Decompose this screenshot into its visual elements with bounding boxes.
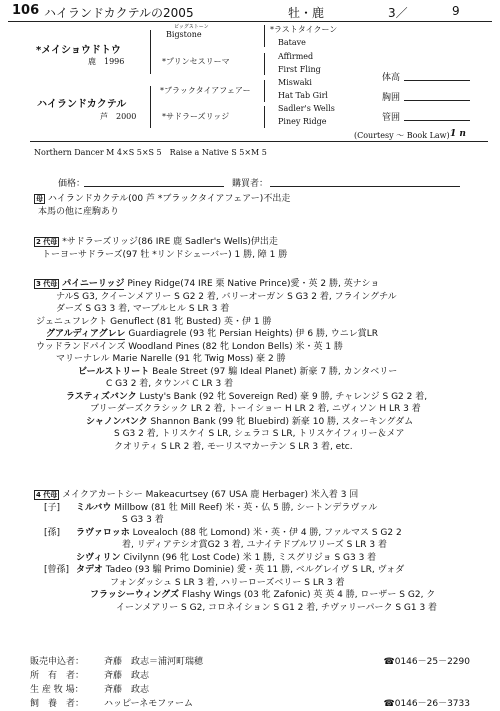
girth-field[interactable] [404, 100, 470, 101]
cannon-field[interactable] [404, 120, 470, 121]
sub4-rest: Shannon Bank (99 牝 Bluebird) 新豪 10 勝, スターキングダム [150, 416, 414, 427]
inbreeding-line: Northern Dancer M 4×S 5×S 5 Raise a Native S 5×M 5 [34, 148, 267, 157]
third-dam-line4: ジェニュフレクト Genuflect (81 牝 Busted) 英・伊 1 勝 [36, 316, 272, 327]
sire-name: *メイショウドトウ [36, 45, 121, 56]
sire-sire-name: Bigstone [166, 30, 202, 39]
sub4-name: シャノンバンク [86, 416, 148, 427]
second-dam-line2: トーヨーサドラーズ(97 牡 *リンドシェーバー) 1 勝, 障 1 勝 [42, 249, 288, 260]
third-dam-badge: 3 代母 [36, 280, 58, 288]
dam-info: 芦 2000 [100, 112, 137, 121]
gen3-1: *ラストタイクーン [270, 25, 338, 34]
sub3-rest: Lusty's Bank (92 牝 Sovereign Red) 豪 9 勝, チャレンジ S G2 2 着, [139, 391, 428, 402]
fourth-dam-line1: メイクアカートシー Makeacurtsey (67 USA 鹿 Herbager) 米入着 3 回 [62, 490, 359, 500]
row5-name: フラッシーウィングズ [90, 590, 180, 600]
marinella-line: マリーナレル Marie Narelle (91 牝 Twig Moss) 豪 2 勝 [56, 354, 286, 364]
row3-rest: Civilynn (96 牝 Lost Code) 米 1 勝, ミスグリジョ S G3 3 着 [123, 552, 377, 563]
breeder-label: 生 産 牧 場： [30, 685, 84, 695]
sub1-name: グアルディアグレレ [46, 329, 126, 339]
header-rule [8, 21, 492, 22]
lot-number: 106 [12, 3, 40, 18]
gen3-7: Sadler's Wells [278, 104, 335, 113]
page-title: ハイランドカクテルの2005 [44, 6, 194, 20]
fourth-dam-section [34, 489, 437, 614]
second-dam-line1: *サドラーズリッジ(86 IRE 鹿 Sadler's Wells)伊出走 [62, 237, 278, 247]
cannon-label: 管囲 [382, 113, 401, 123]
buyer-label: 購買者： [232, 179, 269, 189]
pedigree-credit: (Courtesy 〜 Book Law) [354, 131, 450, 140]
credit-code: 1 n [450, 129, 466, 139]
third-dam-line2: ナルS G3, クイーンメアリー S G2 2 着, バリーオーガン S G3 2 着, フライングチル [56, 291, 397, 302]
second-dam-section [34, 236, 287, 261]
sub2-line2: C G3 2 着, タウンバ C LR 3 着 [106, 379, 234, 389]
owner-value: 斉藤 政志 [104, 671, 150, 681]
sex-color: 牡・鹿 [288, 6, 325, 20]
dam-line1: ハイランドカクテル(00 芦 *ブラックタイアフェアー)不出走 [47, 194, 291, 204]
keeper-value: ハッピーネモファーム [104, 699, 194, 709]
row5-cont: イーンメアリー S G2, コロネイション S G1 2 着, チヴァリーパーク S G1 3 着 [116, 602, 438, 613]
sire-sire-furigana: ビッグストーン [174, 24, 209, 30]
keeper-tel: ☎0146－26－3733 [383, 699, 470, 709]
dam-name: ハイランドカクテル [37, 99, 127, 110]
sub4-line2: S G3 2 着, トリスケイ S LR, シェラコ S LR, トリスケイフィリー＆メア [114, 429, 405, 439]
third-dam-section [34, 278, 427, 453]
third-dam-line1: Piney Ridge(74 IRE 栗 Native Prince)愛・英 2 勝, 英ナショ [127, 279, 380, 289]
row4-tag: [曾孫] [44, 565, 70, 575]
buyer-field[interactable] [270, 186, 460, 187]
seller-value: 斉藤 政志＝浦河町瑞穂 [104, 657, 204, 667]
price-field[interactable] [84, 186, 224, 187]
birth-day: 9 [452, 4, 460, 18]
dam-dam-name: *サドラーズリッジ [162, 112, 230, 121]
row3-name: シヴィリン [76, 552, 121, 563]
breeder-value: 斉藤 政志 [104, 685, 150, 695]
birth-month: 3／ [388, 6, 408, 20]
row4-cont: フォンダッシュ S LR 3 着, ハリーローズベリー S LR 3 着 [110, 577, 345, 588]
dam-section [34, 193, 290, 218]
sub1-rest: Guardiagrele (93 牝 Persian Heights) 伊 6 勝, ウニレ賞LR [128, 329, 378, 339]
keeper-label: 飼 養 者： [30, 699, 85, 709]
row2-name: ラヴァロッホ [76, 527, 130, 538]
gen3-2: Batave [278, 38, 306, 47]
row1-name: ミルバウ [76, 502, 112, 513]
row2-tag: [孫] [44, 527, 61, 538]
sub3-line2: ブリーダーズクラシック LR 2 着, トーイショー H LR 2 着, ニヴィソン H LR 3 着 [90, 404, 421, 414]
gen3-3: Affirmed [278, 52, 314, 61]
seller-label: 販売申込者： [30, 657, 85, 667]
dam-line2: 本馬の他に産駒あり [38, 206, 120, 217]
gen3-4: First Fling [278, 65, 321, 74]
seller-tel: ☎0146－25－2290 [383, 657, 470, 667]
girth-label: 胸囲 [382, 93, 401, 103]
row2-rest: Lovealoch (88 牝 Lomond) 米・英・伊 4 勝, ファルマス S G2 2 [132, 527, 402, 538]
gen3-8: Piney Ridge [278, 117, 327, 126]
row2-cont: 着, リディアテシオ賞G2 3 着, ユナイテドブルワリーズ S LR 3 着 [122, 540, 387, 550]
gen3-5: Miswaki [278, 78, 312, 87]
sub4-line3: クオリティ S LR 2 着, モーリスマカーテン S LR 3 着, etc. [114, 441, 353, 452]
height-label: 体高 [382, 73, 401, 83]
row1-rest: Millbow (81 牡 Mill Reef) 米・英・仏 5 勝, シートンデラヴァル [114, 502, 378, 513]
sub2-rest: Beale Street (97 騸 Ideal Planet) 新豪 7 勝, カンタベリー [152, 366, 398, 377]
second-dam-badge: 2 代母 [36, 238, 58, 246]
height-field[interactable] [404, 80, 470, 81]
row5-rest: Flashy Wings (03 牝 Zafonic) 英 英 4 勝, ローザー S G2, ク [181, 590, 436, 600]
third-dam-name: パイニーリッジ [62, 279, 125, 289]
row1-tag: [子] [44, 502, 61, 513]
sub2-name: ビールストリート [78, 366, 150, 377]
sub3-name: ラスティズバンク [66, 391, 137, 402]
row1-cont: S G3 3 着 [122, 515, 164, 525]
dam-sire-name: *ブラックタイアフェアー [160, 86, 251, 95]
sire-dam-name: *プリンセスリーマ [162, 57, 230, 66]
row4-name: タデオ [76, 565, 103, 575]
fourth-dam-badge: 4 代母 [36, 491, 58, 499]
third-dam-line3: ダーズ S G3 3 着, マーブルヒル S LR 3 着 [56, 304, 230, 314]
dam-badge: 母 [36, 195, 43, 203]
footer [30, 655, 470, 711]
row4-rest: Tadeo (93 騸 Primo Dominie) 愛・英 11 勝, ベルグレイヴ S LR, ヴォダ [105, 565, 405, 575]
gen3-6: Hat Tab Girl [278, 91, 328, 100]
owner-label: 所 有 者： [30, 671, 85, 681]
price-label: 価格： [58, 179, 86, 189]
woodland-line: ウッドランドパインズ Woodland Pines (82 牝 London Bells) 米・英 1 勝 [36, 341, 343, 352]
pedigree-rule [30, 141, 488, 142]
sire-info: 鹿 1996 [88, 57, 125, 66]
